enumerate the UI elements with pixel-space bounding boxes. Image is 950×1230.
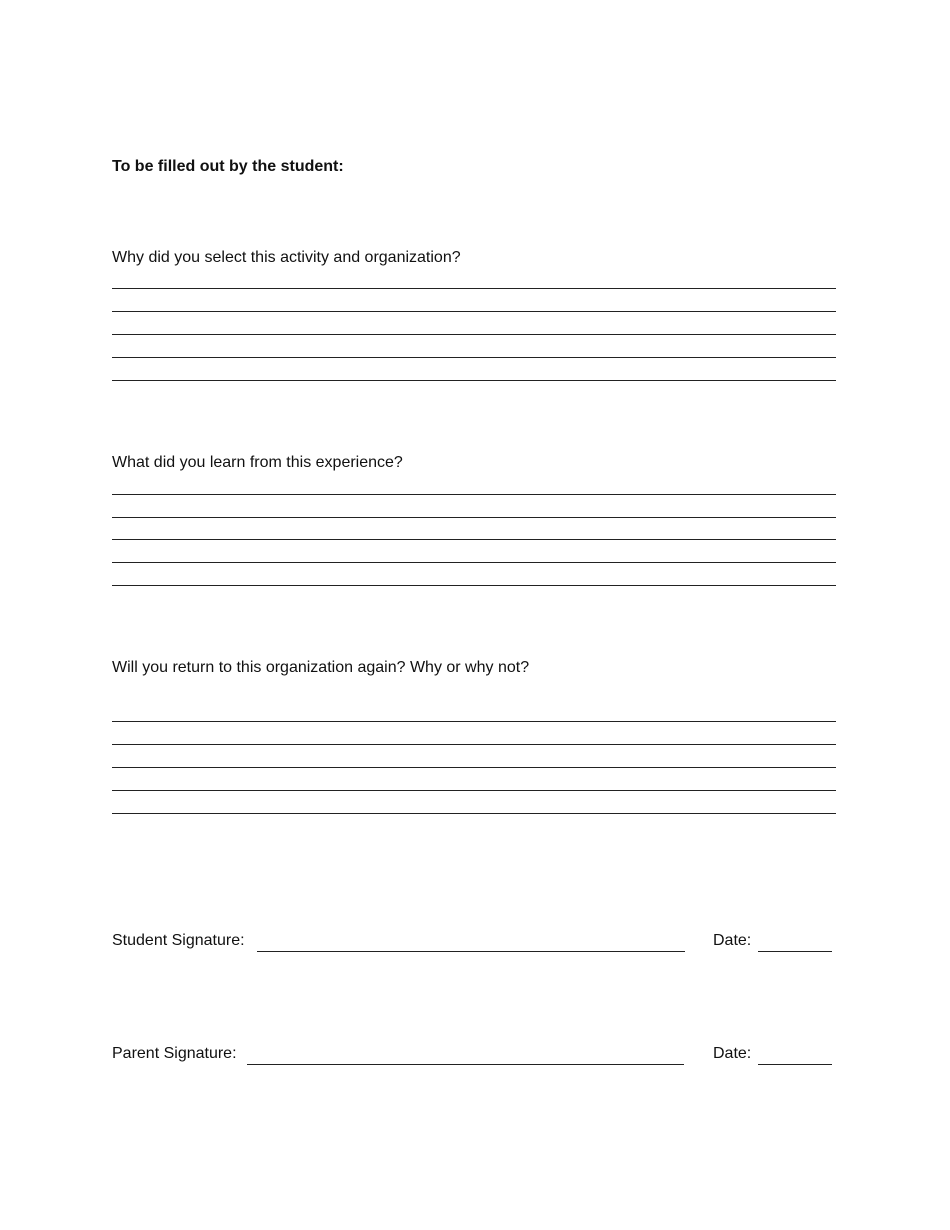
student-signature-row [112, 932, 836, 956]
answer-3-line-1[interactable] [112, 721, 836, 722]
student-date-line[interactable] [758, 951, 832, 952]
student-signature-line[interactable] [257, 951, 685, 952]
parent-signature-label: Parent Signature: [112, 1045, 237, 1062]
student-date-label: Date: [713, 932, 752, 949]
answer-2-line-4[interactable] [112, 562, 836, 563]
answer-1-line-2[interactable] [112, 311, 836, 312]
answer-1-line-3[interactable] [112, 334, 836, 335]
answer-2-line-1[interactable] [112, 494, 836, 495]
parent-signature-row [112, 1045, 836, 1069]
form-heading: To be filled out by the student: [112, 158, 344, 175]
student-signature-label: Student Signature: [112, 932, 245, 949]
answer-3-line-2[interactable] [112, 744, 836, 745]
answer-3-line-3[interactable] [112, 767, 836, 768]
answer-2-line-2[interactable] [112, 517, 836, 518]
parent-date-line[interactable] [758, 1064, 832, 1065]
answer-2-line-3[interactable] [112, 539, 836, 540]
question-2-label: What did you learn from this experience? [112, 454, 403, 471]
answer-1-line-5[interactable] [112, 380, 836, 381]
answer-1-line-4[interactable] [112, 357, 836, 358]
parent-signature-line[interactable] [247, 1064, 684, 1065]
answer-1-line-1[interactable] [112, 288, 836, 289]
answer-2-line-5[interactable] [112, 585, 836, 586]
question-1-label: Why did you select this activity and organization? [112, 249, 461, 266]
question-3-label: Will you return to this organization again? Why or why not? [112, 659, 530, 676]
answer-3-line-5[interactable] [112, 813, 836, 814]
parent-date-label: Date: [713, 1045, 752, 1062]
answer-3-line-4[interactable] [112, 790, 836, 791]
